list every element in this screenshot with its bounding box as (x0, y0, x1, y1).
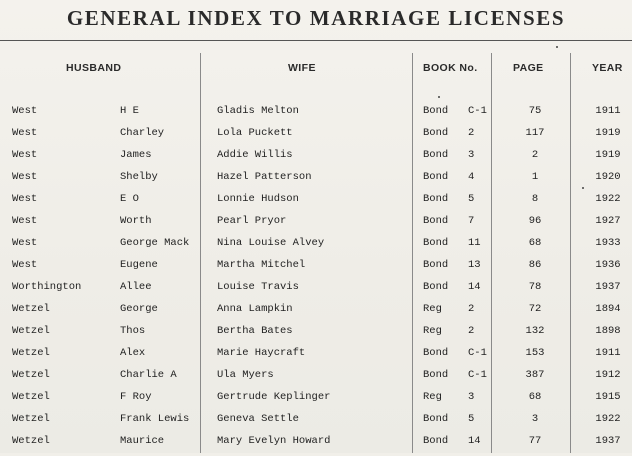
wife-name: Bertha Bates (217, 325, 293, 337)
husband-surname: West (12, 127, 38, 139)
page-number: 1 (531, 171, 539, 183)
wife-name: Hazel Patterson (217, 171, 312, 183)
header-wife: WIFE (288, 62, 316, 74)
book-number: 14 (468, 435, 481, 447)
header-book-no: BOOK No. (423, 62, 478, 74)
header-page: PAGE (513, 62, 544, 74)
book-number: 3 (468, 149, 475, 161)
husband-given-name: Alex (120, 347, 146, 359)
wife-name: Martha Mitchel (217, 259, 306, 271)
page-number: 8 (531, 193, 539, 205)
book-number: 2 (468, 303, 475, 315)
husband-given-name: Allee (120, 281, 152, 293)
book-type: Bond (423, 171, 449, 183)
book-number: 2 (468, 127, 475, 139)
husband-given-name: H E (120, 105, 139, 117)
husband-surname: Wetzel (12, 347, 50, 359)
book-type: Bond (423, 413, 449, 425)
table-row (0, 214, 632, 236)
book-type: Bond (423, 347, 449, 359)
page-number: 75 (528, 105, 542, 117)
wife-name: Anna Lampkin (217, 303, 293, 315)
table-row (0, 258, 632, 280)
book-number: 11 (468, 237, 481, 249)
husband-given-name: James (120, 149, 152, 161)
page-number: 3 (531, 413, 539, 425)
wife-name: Nina Louise Alvey (217, 237, 325, 249)
page-number: 77 (528, 435, 542, 447)
book-type: Bond (423, 369, 449, 381)
header-husband: HUSBAND (66, 62, 122, 74)
page-number: 86 (528, 259, 542, 271)
wife-name: Pearl Pryor (217, 215, 287, 227)
table-row (0, 280, 632, 302)
book-type: Bond (423, 259, 449, 271)
book-number: 3 (468, 391, 475, 403)
license-year: 1933 (595, 237, 621, 249)
wife-name: Marie Haycraft (217, 347, 306, 359)
book-type: Reg (423, 325, 442, 337)
license-year: 1919 (595, 149, 621, 161)
husband-surname: West (12, 215, 38, 227)
license-year: 1937 (595, 435, 621, 447)
table-row (0, 236, 632, 258)
license-year: 1898 (595, 325, 621, 337)
book-number: C-1 (468, 347, 487, 359)
license-year: 1911 (595, 347, 621, 359)
husband-given-name: Charlie A (120, 369, 177, 381)
book-number: 5 (468, 413, 475, 425)
page-number: 72 (528, 303, 542, 315)
husband-given-name: George Mack (120, 237, 190, 249)
table-row (0, 324, 632, 346)
husband-surname: Wetzel (12, 391, 50, 403)
license-year: 1936 (595, 259, 621, 271)
book-type: Bond (423, 193, 449, 205)
book-number: 14 (468, 281, 481, 293)
page-number: 2 (531, 149, 539, 161)
husband-surname: Wetzel (12, 413, 50, 425)
book-type: Bond (423, 149, 449, 161)
scan-speck (556, 46, 558, 48)
page-number: 96 (528, 215, 542, 227)
book-number: C-1 (468, 369, 487, 381)
husband-surname: Wetzel (12, 303, 50, 315)
scan-speck (438, 96, 440, 98)
license-year: 1937 (595, 281, 621, 293)
husband-given-name: Thos (120, 325, 146, 337)
page-number: 153 (525, 347, 545, 359)
husband-surname: Wetzel (12, 325, 50, 337)
book-number: 13 (468, 259, 481, 271)
husband-surname: Wetzel (12, 369, 50, 381)
husband-given-name: F Roy (120, 391, 152, 403)
page-number: 117 (525, 127, 545, 139)
title-rule (0, 40, 632, 41)
husband-surname: Wetzel (12, 435, 50, 447)
table-row (0, 346, 632, 368)
husband-given-name: Maurice (120, 435, 165, 447)
license-year: 1911 (595, 105, 621, 117)
page-number: 68 (528, 237, 542, 249)
wife-name: Lola Puckett (217, 127, 293, 139)
husband-given-name: George (120, 303, 158, 315)
page-number: 132 (525, 325, 545, 337)
husband-given-name: Shelby (120, 171, 158, 183)
page-number: 387 (525, 369, 545, 381)
husband-surname: West (12, 193, 38, 205)
book-number: 4 (468, 171, 475, 183)
book-type: Bond (423, 127, 449, 139)
husband-surname: West (12, 237, 38, 249)
table-row (0, 126, 632, 148)
book-type: Reg (423, 303, 442, 315)
wife-name: Addie Willis (217, 149, 293, 161)
license-year: 1919 (595, 127, 621, 139)
husband-given-name: Charley (120, 127, 165, 139)
table-row (0, 412, 632, 434)
table-row (0, 104, 632, 126)
license-year: 1922 (595, 193, 621, 205)
license-year: 1915 (595, 391, 621, 403)
license-year: 1922 (595, 413, 621, 425)
book-number: 5 (468, 193, 475, 205)
license-year: 1912 (595, 369, 621, 381)
wife-name: Lonnie Hudson (217, 193, 299, 205)
table-row (0, 368, 632, 390)
table-row (0, 302, 632, 324)
license-year: 1920 (595, 171, 621, 183)
book-type: Bond (423, 215, 449, 227)
header-year: YEAR (592, 62, 623, 74)
license-year: 1927 (595, 215, 621, 227)
husband-surname: West (12, 105, 38, 117)
husband-surname: Worthington (12, 281, 82, 293)
wife-name: Louise Travis (217, 281, 299, 293)
husband-given-name: Frank Lewis (120, 413, 190, 425)
wife-name: Geneva Settle (217, 413, 299, 425)
page-title: GENERAL INDEX TO MARRIAGE LICENSES (66, 6, 566, 30)
book-number: 7 (468, 215, 475, 227)
page-number: 68 (528, 391, 542, 403)
book-type: Bond (423, 105, 449, 117)
table-row (0, 390, 632, 412)
license-year: 1894 (595, 303, 621, 315)
book-type: Bond (423, 435, 449, 447)
book-type: Bond (423, 237, 449, 249)
book-number: 2 (468, 325, 475, 337)
wife-name: Gertrude Keplinger (217, 391, 331, 403)
husband-given-name: Eugene (120, 259, 158, 271)
table-row (0, 170, 632, 192)
husband-surname: West (12, 171, 38, 183)
husband-surname: West (12, 259, 38, 271)
husband-surname: West (12, 149, 38, 161)
page-number: 78 (528, 281, 542, 293)
husband-given-name: Worth (120, 215, 152, 227)
book-type: Reg (423, 391, 442, 403)
book-number: C-1 (468, 105, 487, 117)
wife-name: Mary Evelyn Howard (217, 435, 331, 447)
wife-name: Ula Myers (217, 369, 274, 381)
table-row (0, 192, 632, 214)
wife-name: Gladis Melton (217, 105, 299, 117)
table-row (0, 148, 632, 170)
husband-given-name: E O (120, 193, 139, 205)
book-type: Bond (423, 281, 449, 293)
